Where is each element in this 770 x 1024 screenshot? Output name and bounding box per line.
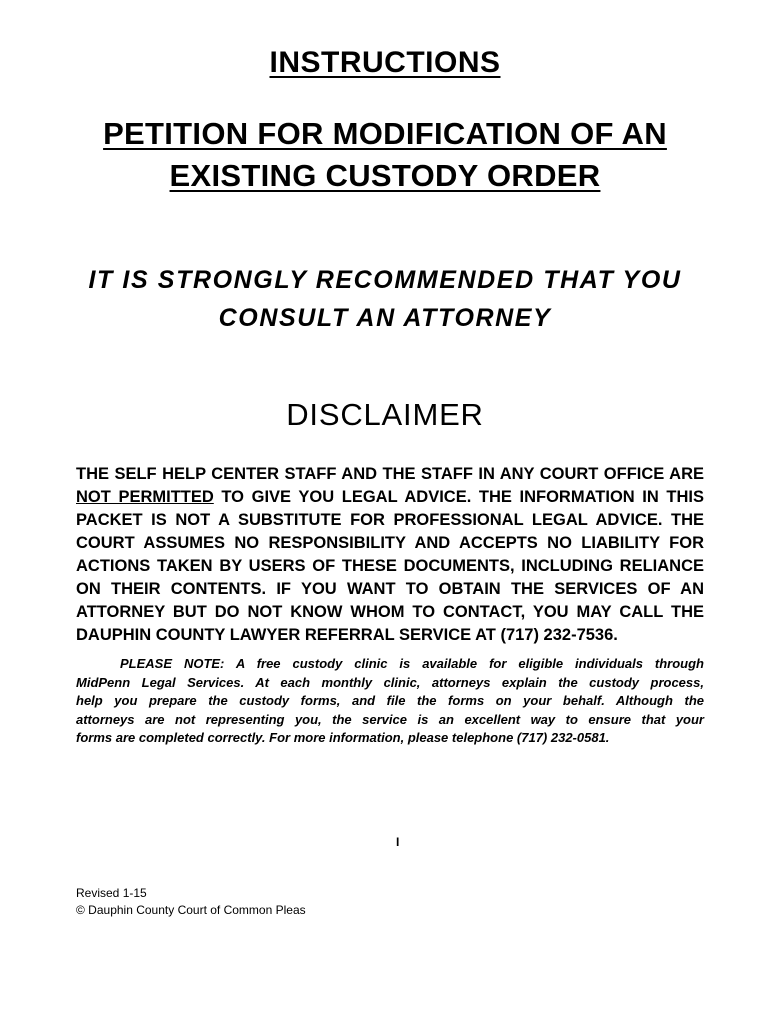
disclaimer-line: ACTIONS TAKEN BY USERS OF THESE DOCUMENTS, INCLUDING RELIANCE [76, 557, 704, 575]
copyright-note: © Dauphin County Court of Common Pleas [76, 903, 306, 917]
disclaimer-line: PACKET IS NOT A SUBSTITUTE FOR PROFESSIONAL LEGAL ADVICE. THE [76, 511, 704, 529]
revision-note: Revised 1-15 [76, 886, 147, 900]
note-line: help you prepare the custody forms, and file the forms on your behalf. Although the [76, 693, 704, 708]
disclaimer-line: ATTORNEY BUT DO NOT KNOW WHOM TO CONTACT, YOU MAY CALL THE [76, 603, 704, 621]
petition-title-line-2: EXISTING CUSTODY ORDER [169, 158, 601, 193]
disclaimer-line: DAUPHIN COUNTY LAWYER REFERRAL SERVICE AT (717) 232-7536. [76, 626, 618, 644]
disclaimer-line-text: TO GIVE YOU LEGAL ADVICE. THE INFORMATION IN THIS [221, 488, 704, 506]
page-title: INSTRUCTIONS [269, 46, 501, 79]
disclaimer-line: ON THEIR CONTENTS. IF YOU WANT TO OBTAIN THE SERVICES OF AN [76, 580, 704, 598]
note-line: forms are completed correctly. For more information, please telephone (717) 232-0581. [76, 730, 610, 745]
not-permitted-text: NOT PERMITTED [76, 488, 214, 506]
recommendation-line-2: CONSULT AN ATTORNEY [218, 304, 552, 332]
recommendation-line-1: IT IS STRONGLY RECOMMENDED THAT YOU [88, 266, 682, 294]
footer [76, 885, 306, 919]
disclaimer-paragraph [76, 463, 704, 647]
note-line: PLEASE NOTE: A free custody clinic is available for eligible individuals through [120, 656, 704, 671]
page-number: I [396, 835, 400, 849]
please-note-paragraph [76, 655, 704, 748]
note-line: attorneys are not representing you, the service is an excellent way to ensure that your [76, 711, 704, 727]
petition-title-line-1: PETITION FOR MODIFICATION OF AN [103, 116, 667, 151]
disclaimer-line [76, 486, 704, 509]
disclaimer-heading: DISCLAIMER [286, 397, 484, 432]
disclaimer-line: COURT ASSUMES NO RESPONSIBILITY AND ACCEPTS NO LIABILITY FOR [76, 534, 704, 552]
note-line: MidPenn Legal Services. At each monthly clinic, attorneys explain the custody process, [76, 674, 704, 690]
disclaimer-line: THE SELF HELP CENTER STAFF AND THE STAFF IN ANY COURT OFFICE ARE [76, 465, 704, 483]
